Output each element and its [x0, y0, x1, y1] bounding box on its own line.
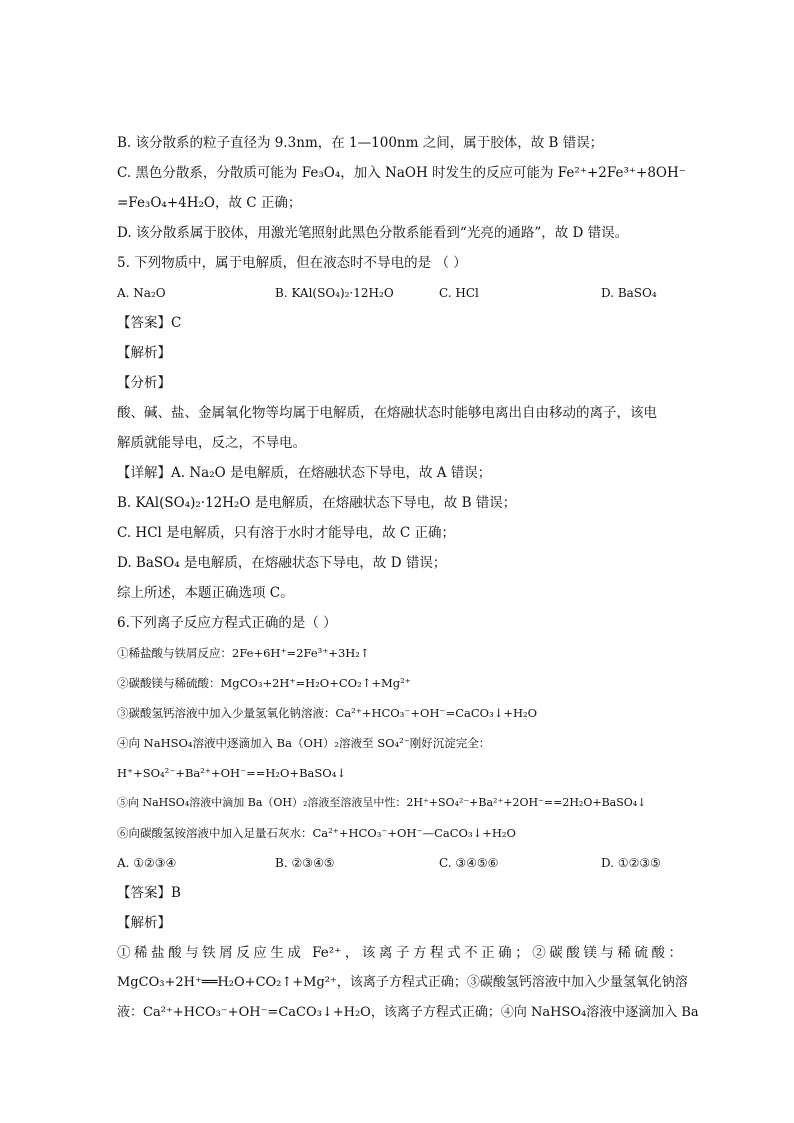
text-line: 酸、碱、盐、金属氧化物等均属于电解质，在熔融状态时能够电离出自由移动的离子，该电: [117, 405, 657, 421]
analysis-subheading: 【分析】: [117, 375, 171, 391]
analysis-label: 【解析】: [117, 345, 171, 361]
option-d: D. ①②③⑤: [601, 856, 661, 870]
analysis-label: 【解析】: [117, 915, 171, 931]
answer-label: 【答案】B: [117, 885, 181, 901]
detail-line: D. BaSO₄ 是电解质，在熔融状态下导电，故 D 错误；: [117, 555, 447, 571]
explanation-line: MgCO₃+2H⁺══H₂O+CO₂↑+Mg²⁺，该离子方程式正确；③碳酸氢钙溶液中加入少量氢氧化钠溶: [117, 975, 688, 990]
statement-line: ⑥向碳酸氢铵溶液中加入足量石灰水：Ca²⁺+HCO₃⁻+OH⁻—CaCO₃↓+H₂O: [117, 826, 516, 840]
explanation-line: ①稀盐酸与铁屑反应生成 Fe²⁺，该离子方程式不正确；②碳酸镁与稀硫酸：: [117, 945, 682, 961]
statement-line: ②碳酸镁与稀硫酸：MgCO₃+2H⁺=H₂O+CO₂↑+Mg²⁺: [117, 676, 411, 690]
statement-line: H⁺+SO₄²⁻+Ba²⁺+OH⁻==H₂O+BaSO₄↓: [117, 766, 346, 780]
detail-line: 【详解】A. Na₂O 是电解质，在熔融状态下导电，故 A 错误；: [117, 465, 492, 481]
text-line: 解质就能导电，反之，不导电。: [117, 435, 306, 451]
detail-line: 综上所述，本题正确选项 C。: [117, 585, 294, 601]
option-b: B. KAl(SO₄)₂·12H₂O: [275, 286, 394, 300]
text-line: C. 黑色分散系，分散质可能为 Fe₃O₄，加入 NaOH 时发生的反应可能为 Fe²⁺+2Fe³⁺+8OH⁻: [117, 165, 686, 181]
detail-line: B. KAl(SO₄)₂·12H₂O 是电解质，在熔融状态下导电，故 B 错误；: [117, 495, 517, 511]
statement-line: ①稀盐酸与铁屑反应：2Fe+6H⁺=2Fe³⁺+3H₂↑: [117, 646, 370, 660]
question-5: 5. 下列物质中，属于电解质，但在液态时不导电的是 （ ）: [117, 255, 467, 271]
explanation-line: 液：Ca²⁺+HCO₃⁻+OH⁻=CaCO₃↓+H₂O，该离子方程式正确；④向 NaHSO₄溶液中逐滴加入 Ba: [117, 1005, 699, 1020]
option-a: A. ①②③④: [117, 856, 177, 870]
statement-line: ⑤向 NaHSO₄溶液中滴加 Ba（OH）₂溶液至溶液呈中性：2H⁺+SO₄²⁻+Ba²⁺+2OH⁻==2H₂O+BaSO₄↓: [117, 796, 647, 809]
statement-line: ④向 NaHSO₄溶液中逐滴加入 Ba（OH）₂溶液至 SO₄²⁻刚好沉淀完全：: [117, 736, 491, 750]
detail-line: C. HCl 是电解质，只有溶于水时才能导电，故 C 正确；: [117, 525, 456, 541]
text-line: D. 该分散系属于胶体，用激光笔照射此黑色分散系能看到“光亮的通路”，故 D 错误。: [117, 225, 629, 241]
answer-label: 【答案】C: [117, 315, 182, 331]
option-a: A. Na₂O: [117, 286, 166, 300]
option-d: D. BaSO₄: [601, 286, 657, 300]
text-line: B. 该分散系的粒子直径为 9.3nm，在 1—100nm 之间，属于胶体，故 B 错误；: [117, 135, 604, 151]
text-line: =Fe₃O₄+4H₂O，故 C 正确；: [117, 195, 302, 211]
question-6: 6.下列离子反应方程式正确的是（ ）: [117, 615, 337, 631]
option-b: B. ②③④⑤: [275, 856, 335, 870]
option-c: C. HCl: [439, 286, 479, 300]
statement-line: ③碳酸氢钙溶液中加入少量氢氧化钠溶液：Ca²⁺+HCO₃⁻+OH⁻=CaCO₃↓+H₂O: [117, 706, 538, 720]
option-c: C. ③④⑤⑥: [439, 856, 499, 870]
